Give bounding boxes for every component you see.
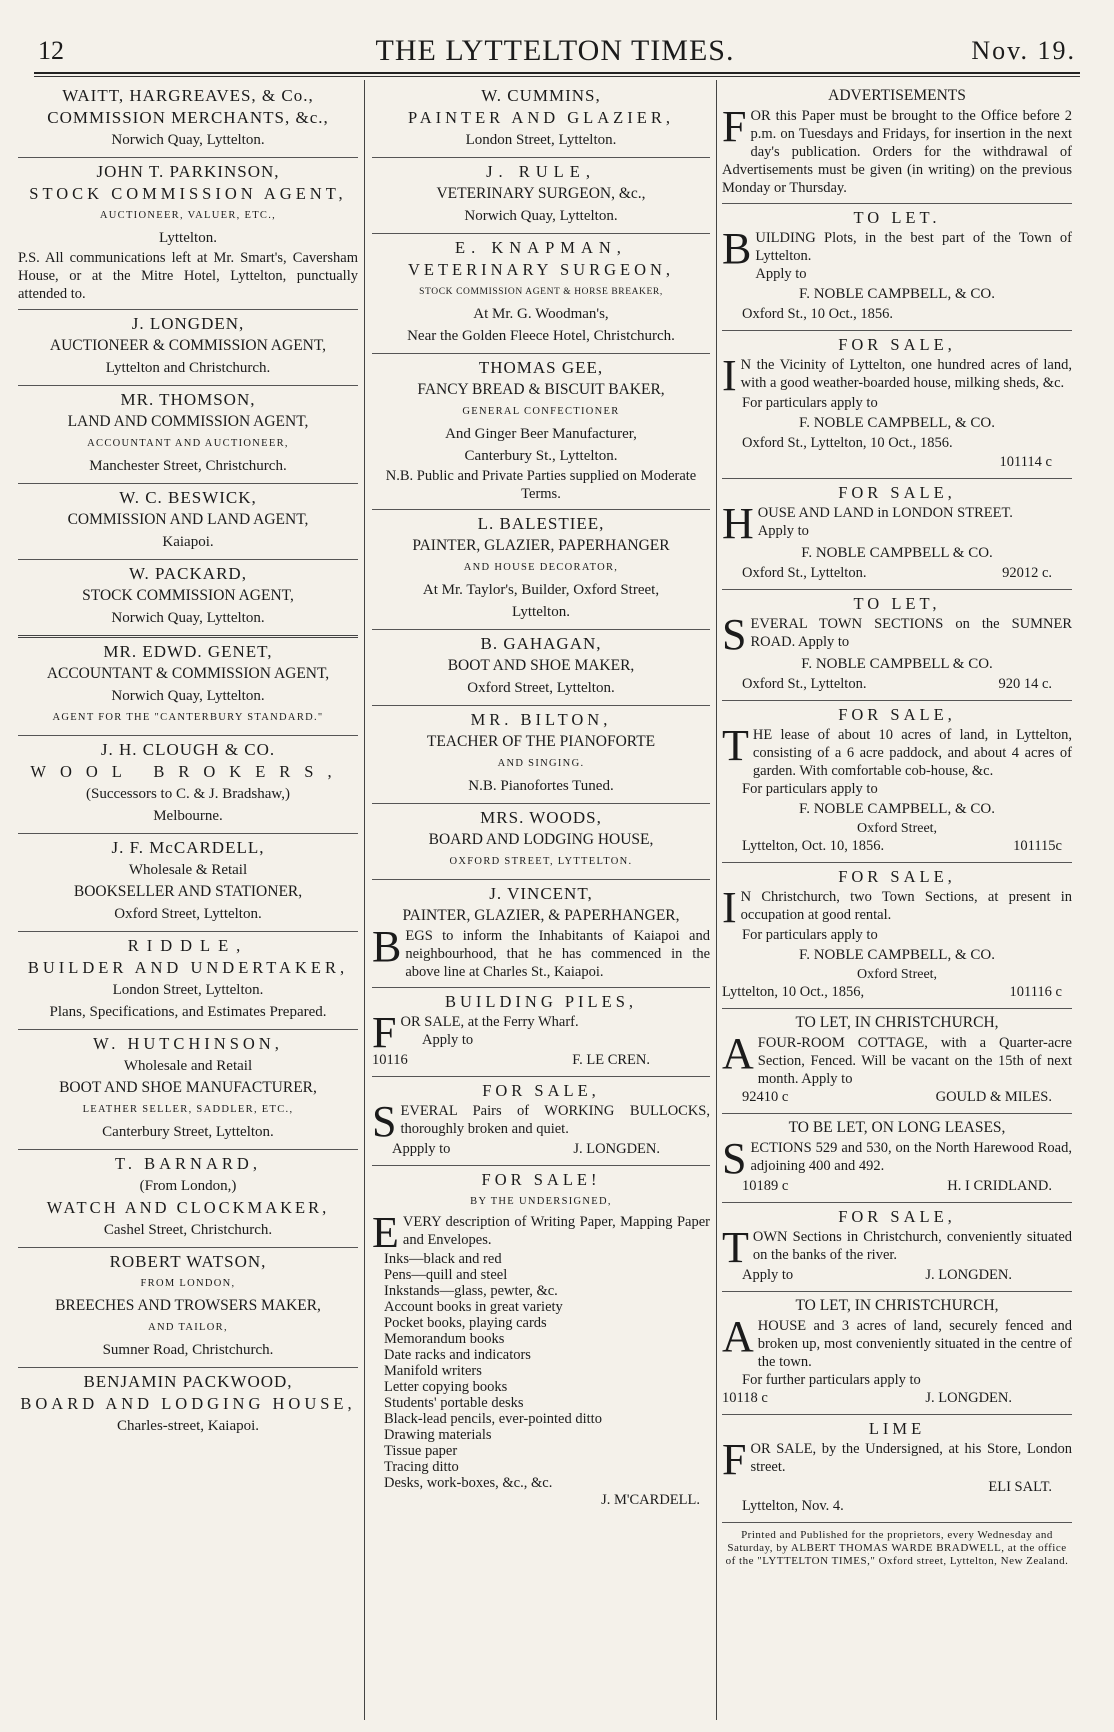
drop-cap: S [722, 1134, 747, 1183]
ad-body: FOUR-ROOM COTTAGE, with a Quarter-acre Section, Fenced. Will be vacant on the 15th of next month. Apply to [757, 1035, 1072, 1087]
drop-cap: F [722, 102, 747, 151]
ad-signature: J. M'CARDELL. [601, 1492, 700, 1508]
ad-apply: Apply to [755, 266, 807, 282]
ad-line: AUCTIONEER, VALUER, ETC., [99, 210, 277, 221]
ad-genet [18, 638, 358, 736]
ad-title: FOR SALE, [838, 1207, 956, 1226]
ad-body: ECTIONS 529 and 530, on the North Harewood Road, adjoining 400 and 492. [750, 1140, 1072, 1174]
ad-building-piles [372, 988, 710, 1077]
ad-title: TO LET, [853, 594, 941, 613]
ad-line: At Mr. G. Woodman's, [473, 306, 609, 322]
ad-note: P.S. All communications left at Mr. Smart's, Caversham House, or at the Mitre Hotel, Lyttelton, punctually attended to. [18, 250, 358, 302]
ad-barnard [18, 1150, 358, 1248]
ad-address: Lyttelton and Christchurch. [105, 360, 271, 376]
ad-title: TO BE LET, ON LONG LEASES, [788, 1119, 1006, 1136]
ad-line: BOOT AND SHOE MANUFACTURER, [59, 1079, 317, 1096]
ad-line: PAINTER, GLAZIER, & PAPERHANGER, [402, 907, 680, 924]
ad-gahagan [372, 630, 710, 706]
ad-title: FOR SALE, [482, 1081, 600, 1100]
ad-address: Lyttelton. [512, 604, 570, 620]
ad-address: Canterbury Street, Lyttelton. [102, 1124, 274, 1140]
ad-title: MRS. WOODS, [480, 808, 602, 827]
ad-apply: Appply to [392, 1141, 451, 1157]
ad-town-sections [722, 1203, 1072, 1292]
ad-agent: F. NOBLE CAMPBELL & CO. [801, 656, 993, 672]
list-item: Black-lead pencils, ever-pointed ditto [384, 1411, 602, 1427]
ad-line: WATCH AND CLOCKMAKER, [46, 1198, 330, 1217]
drop-cap: I [722, 351, 737, 400]
ad-title: T. BARNARD, [115, 1154, 261, 1173]
ad-number: 920 14 c. [998, 676, 1052, 692]
ad-rule [372, 158, 710, 234]
ad-line: COMMISSION AND LAND AGENT, [67, 511, 309, 528]
ad-title: JOHN T. PARKINSON, [96, 162, 280, 181]
ad-gee [372, 354, 710, 510]
ad-address: Lyttelton, Nov. 4. [742, 1498, 844, 1514]
ad-watson [18, 1248, 358, 1368]
masthead [30, 34, 1080, 68]
ad-apply: For particulars apply to [742, 395, 878, 411]
ad-address: Oxford St., Lyttelton. [742, 676, 867, 692]
drop-cap: F [372, 1008, 397, 1057]
ad-address: Oxford St., 10 Oct., 1856. [742, 306, 894, 322]
ad-thomson [18, 386, 358, 484]
ad-number: 92410 c [742, 1089, 789, 1105]
ad-house-three-acres [722, 1292, 1072, 1415]
ad-title: LIME [868, 1419, 926, 1438]
list-item: Tissue paper [384, 1443, 458, 1459]
list-item: Pocket books, playing cards [384, 1315, 547, 1331]
ad-number: 92012 c. [1002, 565, 1052, 581]
ad-body: HE lease of about 10 acres of land, in Lyttelton, consisting of a 6 acre paddock, and about 4 acres of garden. With comfortable cob-house, &c. [752, 727, 1072, 779]
ad-title: MR. BILTON, [470, 710, 612, 729]
ad-line: BOARD AND LODGING HOUSE, [20, 1394, 356, 1413]
ad-line: BOOKSELLER AND STATIONER, [73, 883, 303, 900]
ad-line: Plans, Specifications, and Estimates Prepared. [49, 1004, 327, 1020]
ad-agent: F. NOBLE CAMPBELL, & CO. [799, 801, 995, 817]
ad-title: FOR SALE, [838, 705, 956, 724]
ad-address: Cashel Street, Christchurch. [103, 1222, 273, 1238]
ad-stationery [372, 1166, 710, 1516]
list-item: Drawing materials [384, 1427, 492, 1443]
ad-line: COMMISSION MERCHANTS, &c., [47, 108, 329, 127]
drop-cap: T [722, 1223, 749, 1272]
list-item: Letter copying books [384, 1379, 508, 1395]
ad-title: J. LONGDEN, [131, 314, 245, 333]
ad-cottage [722, 1009, 1072, 1114]
ad-for-sale-house [722, 479, 1072, 590]
ad-body: N the Vicinity of Lyttelton, one hundred acres of land, with a good weather-boarded house, milking sheds, &c. [740, 357, 1072, 391]
ad-signature: J. LONGDEN. [573, 1141, 660, 1157]
ad-agent: F. NOBLE CAMPBELL, & CO. [799, 415, 995, 431]
ad-body: EVERAL TOWN SECTIONS on the SUMNER ROAD. Apply to [750, 616, 1072, 650]
ad-line: ACCOUNTANT AND AUCTIONEER, [87, 438, 289, 449]
drop-cap: S [372, 1097, 397, 1146]
ad-signature: J. LONGDEN. [925, 1267, 1012, 1283]
ad-line: N.B. Pianofortes Tuned. [468, 778, 614, 794]
ad-body: OUSE AND LAND in LONDON STREET. [757, 505, 1013, 521]
ad-title: J. RULE, [486, 162, 596, 181]
ad-title: FOR SALE, [838, 867, 956, 886]
imprint: Printed and Published for the proprietors, every Wednesday and Saturday, by ALBERT THOMAS WARDE BRADWELL, at the office of the "LYTTELTON TIMES," Oxford street, Lyttelton, New Zealand. [725, 1529, 1069, 1567]
ad-address: Oxford Street, [856, 821, 938, 836]
ad-title: W. C. BESWICK, [119, 488, 257, 507]
ad-apply: For particulars apply to [742, 927, 878, 943]
list-item: Manifold writers [384, 1363, 482, 1379]
ad-woods [372, 804, 710, 880]
ad-hutchinson [18, 1030, 358, 1150]
ad-packard [18, 560, 358, 638]
drop-cap: B [372, 922, 402, 971]
ad-title: FOR SALE! [481, 1170, 601, 1189]
ad-address: London Street, Lyttelton. [112, 982, 264, 998]
issue-date: Nov. 19. [971, 36, 1076, 65]
ad-long-leases [722, 1114, 1072, 1203]
ad-apply: Apply to [757, 523, 809, 539]
ad-title: W. CUMMINS, [481, 86, 601, 105]
drop-cap: H [722, 499, 754, 548]
ad-line: FANCY BREAD & BISCUIT BAKER, [417, 381, 665, 398]
ad-line: And Ginger Beer Manufacturer, [445, 426, 637, 442]
ad-signature: H. I CRIDLAND. [947, 1178, 1052, 1194]
drop-cap: A [722, 1312, 754, 1361]
ad-line: BOOT AND SHOE MAKER, [447, 657, 635, 674]
list-item: Students' portable desks [384, 1395, 524, 1411]
ad-title: J. H. CLOUGH & CO. [100, 740, 276, 759]
ad-apply: Apply to [742, 1267, 794, 1283]
ad-address: Charles-street, Kaiapoi. [116, 1418, 260, 1434]
ad-address: Lyttelton, Oct. 10, 1856. [742, 838, 885, 854]
ad-title: THOMAS GEE, [478, 358, 604, 377]
ad-address: Lyttelton. [159, 230, 217, 246]
ad-clough [18, 736, 358, 834]
ad-title: TO LET, IN CHRISTCHURCH, [795, 1014, 999, 1031]
ad-body: UILDING Plots, in the best part of the Town of Lyttelton. [755, 230, 1072, 264]
ad-signature: GOULD & MILES. [935, 1089, 1052, 1105]
ad-line: VETERINARY SURGEON, &c., [436, 185, 646, 202]
ad-body: OWN Sections in Christchurch, conveniently situated on the banks of the river. [752, 1229, 1072, 1263]
header-rule-thin [34, 76, 1080, 77]
ad-parkinson [18, 158, 358, 310]
ad-address: Norwich Quay, Lyttelton. [111, 688, 265, 704]
ad-packwood [18, 1368, 358, 1443]
ad-vincent [372, 880, 710, 988]
ad-line: BUILDER AND UNDERTAKER, [27, 958, 349, 977]
ad-line: Wholesale and Retail [123, 1058, 253, 1074]
ad-address: Lyttelton, 10 Oct., 1856, [722, 984, 865, 1000]
list-item: Tracing ditto [384, 1459, 459, 1475]
ad-address: London Street, Lyttelton. [465, 132, 617, 148]
ad-title: J. VINCENT, [489, 884, 593, 903]
ad-line: VETERINARY SURGEON, [407, 260, 675, 279]
ad-number: 10116 [372, 1052, 408, 1068]
ad-beswick [18, 484, 358, 560]
column-3 [722, 82, 1072, 1568]
ad-address: Norwich Quay, Lyttelton. [464, 208, 618, 224]
drop-cap: I [722, 883, 737, 932]
list-item: Date racks and indicators [384, 1347, 531, 1363]
ad-title: ADVERTISEMENTS [828, 87, 966, 104]
ad-agent: F. NOBLE CAMPBELL, & CO. [799, 286, 995, 302]
ad-line: STOCK COMMISSION AGENT & HORSE BREAKER, [419, 287, 663, 297]
ad-title: TO LET, IN CHRISTCHURCH, [795, 1297, 999, 1314]
ad-address: Oxford Street, [856, 967, 938, 982]
ad-riddle [18, 932, 358, 1030]
ad-body: OR SALE, by the Undersigned, at his Store, London street. [750, 1441, 1072, 1475]
ad-address: Near the Golden Fleece Hotel, Christchurch. [407, 328, 675, 344]
column-divider [364, 80, 365, 1720]
ad-line: STOCK COMMISSION AGENT, [29, 184, 347, 203]
column-divider [716, 80, 717, 1720]
ad-for-sale-christchurch [722, 863, 1072, 1009]
ad-title: MR. THOMSON, [120, 390, 256, 409]
ad-signature: ELI SALT. [988, 1479, 1052, 1495]
ad-number: 101116 c [1009, 984, 1062, 1000]
ad-title: MR. EDWD. GENET, [103, 642, 273, 661]
ad-address: Kaiapoi. [162, 534, 214, 550]
ad-line: Wholesale & Retail [128, 862, 248, 878]
ad-body: VERY description of Writing Paper, Mapping Paper and Envelopes. [402, 1214, 710, 1248]
column-1 [18, 82, 358, 1443]
ad-body: N Christchurch, two Town Sections, at present in occupation at good rental. [740, 889, 1072, 923]
ad-title: RIDDLE, [127, 936, 249, 955]
drop-cap: A [722, 1029, 754, 1078]
ad-body: EGS to inform the Inhabitants of Kaiapoi and neighbourhood, that he has commenced in the above line at Charles St., Kaiapoi. [405, 928, 710, 980]
drop-cap: F [722, 1435, 747, 1484]
ad-line: BY THE UNDERSIGNED, [470, 1196, 612, 1207]
drop-cap: B [722, 224, 752, 273]
ad-waitt [18, 82, 358, 158]
ad-line: FROM LONDON, [140, 1278, 236, 1289]
ad-apply: Apply to [422, 1032, 474, 1048]
ad-agent: F. NOBLE CAMPBELL, & CO. [799, 947, 995, 963]
ad-note: N.B. Public and Private Parties supplied on Moderate Terms. [385, 468, 697, 502]
ad-line: AND HOUSE DECORATOR, [463, 562, 619, 573]
ad-line: PAINTER, GLAZIER, PAPERHANGER [412, 537, 670, 554]
ad-lime [722, 1415, 1072, 1523]
ad-address: Oxford St., Lyttelton, 10 Oct., 1856. [742, 435, 953, 451]
ad-address: Canterbury St., Lyttelton. [464, 448, 618, 464]
ad-title: E. KNAPMAN, [455, 238, 627, 257]
ad-title: W. PACKARD, [129, 564, 247, 583]
ad-cummins [372, 82, 710, 158]
ad-line: AUCTIONEER & COMMISSION AGENT, [49, 337, 327, 354]
ad-mccardell [18, 834, 358, 932]
ad-line: GENERAL CONFECTIONER [462, 406, 620, 417]
ad-apply: For particulars apply to [742, 781, 878, 797]
ad-address: Sumner Road, Christchurch. [102, 1342, 274, 1358]
ad-for-sale-vicinity [722, 331, 1072, 479]
ad-for-sale-lease [722, 701, 1072, 863]
list-item: Account books in great variety [384, 1299, 563, 1315]
ad-title: TO LET. [853, 208, 941, 227]
ad-line: WOOL BROKERS, [30, 762, 346, 781]
ad-apply: For further particulars apply to [742, 1372, 921, 1388]
ad-line: AND SINGING. [497, 758, 585, 769]
ad-longden [18, 310, 358, 386]
ad-body: HOUSE and 3 acres of land, securely fenced and broken up, most conveniently situated in the centre of the town. [757, 1318, 1072, 1370]
column-2 [372, 82, 710, 1516]
drop-cap: S [722, 610, 747, 659]
ad-address: Norwich Quay, Lyttelton. [111, 132, 265, 148]
ad-title: L. BALESTIEE, [477, 514, 605, 533]
page-number: 12 [38, 36, 64, 65]
ad-number: 10189 c [742, 1178, 789, 1194]
drop-cap: E [372, 1208, 399, 1257]
ad-knapman [372, 234, 710, 354]
ad-line: PAINTER AND GLAZIER, [408, 108, 674, 127]
ad-line: (Successors to C. & J. Bradshaw,) [85, 786, 290, 802]
ad-balestiee [372, 510, 710, 630]
ad-line: At Mr. Taylor's, Builder, Oxford Street, [422, 582, 660, 598]
list-item: Pens—quill and steel [384, 1267, 508, 1283]
ad-address: Manchester Street, Christchurch. [89, 458, 287, 474]
ad-address: Melbourne. [153, 808, 223, 824]
ad-title: FOR SALE, [838, 483, 956, 502]
header-rule [34, 72, 1080, 74]
ad-line: LAND AND COMMISSION AGENT, [67, 413, 309, 430]
list-item: Desks, work-boxes, &c., &c. [384, 1475, 553, 1491]
ad-to-let-sections [722, 590, 1072, 701]
ad-title: W. HUTCHINSON, [93, 1034, 283, 1053]
ad-title: BUILDING PILES, [445, 992, 637, 1011]
drop-cap: T [722, 721, 749, 770]
ad-line: ACCOUNTANT & COMMISSION AGENT, [46, 665, 330, 682]
ad-line: BREECHES AND TROWSERS MAKER, [55, 1297, 321, 1314]
ad-agent: F. NOBLE CAMPBELL & CO. [801, 545, 993, 561]
ad-title: ROBERT WATSON, [109, 1252, 267, 1271]
list-item: Inks—black and red [384, 1251, 502, 1267]
ad-line: BOARD AND LODGING HOUSE, [428, 831, 654, 848]
ad-line: LEATHER SELLER, SADDLER, ETC., [82, 1104, 294, 1115]
ad-title: BENJAMIN PACKWOOD, [83, 1372, 293, 1391]
item-list [372, 1251, 710, 1491]
ad-to-let-plots [722, 204, 1072, 331]
ad-number: 10118 c [722, 1390, 768, 1406]
ad-bullocks [372, 1077, 710, 1166]
ad-line: (From London,) [139, 1178, 237, 1194]
ad-title: B. GAHAGAN, [480, 634, 602, 653]
ad-address: Oxford Street, Lyttelton. [467, 680, 615, 696]
ad-body: OR SALE, at the Ferry Wharf. [400, 1014, 579, 1030]
ad-title: WAITT, HARGREAVES, & Co., [62, 86, 314, 105]
ad-line: AGENT FOR THE "CANTERBURY STANDARD." [52, 712, 324, 723]
list-item: Inkstands—glass, pewter, &c. [384, 1283, 558, 1299]
ad-title: J. F. McCARDELL, [111, 838, 265, 857]
ad-line: STOCK COMMISSION AGENT, [82, 587, 294, 604]
ad-address: Oxford St., Lyttelton. [742, 565, 867, 581]
newspaper-title: THE LYTTELTON TIMES. [375, 34, 735, 67]
ad-title: FOR SALE, [838, 335, 956, 354]
ad-body: OR this Paper must be brought to the Office before 2 p.m. on Tuesdays and Fridays, for insertion in the next day's publication. Orders for the withdrawal of Advertisements must be given (in writing) on the previous Monday or Thursday. [722, 108, 1072, 196]
ad-address: Norwich Quay, Lyttelton. [111, 610, 265, 626]
ad-signature: J. LONGDEN. [925, 1390, 1012, 1406]
ad-address: OXFORD STREET, LYTTELTON. [449, 856, 633, 867]
ad-bilton [372, 706, 710, 804]
ad-body: EVERAL Pairs of WORKING BULLOCKS, thoroughly broken and quiet. [400, 1103, 710, 1137]
ad-signature: F. LE CREN. [572, 1052, 650, 1068]
ad-advertisements-notice [722, 82, 1072, 204]
ad-address: Oxford Street, Lyttelton. [114, 906, 262, 922]
ad-number: 101114 c [999, 454, 1052, 470]
ad-line: AND TAILOR, [148, 1322, 228, 1333]
ad-number: 101115c [1013, 838, 1062, 854]
ad-line: TEACHER OF THE PIANOFORTE [426, 733, 656, 750]
list-item: Memorandum books [384, 1331, 505, 1347]
